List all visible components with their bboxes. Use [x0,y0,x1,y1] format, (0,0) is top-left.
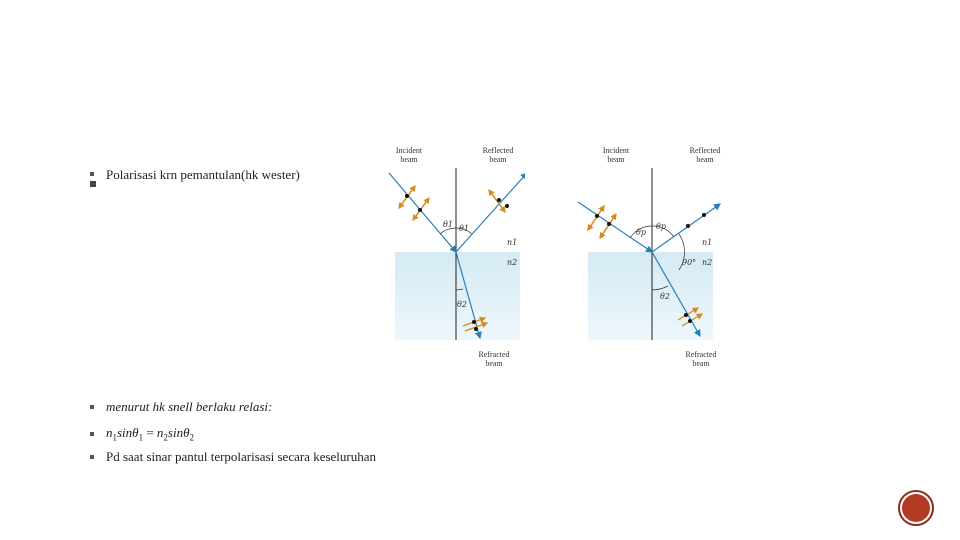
label-angle-90-right: 90° [682,258,697,267]
label-refracted-beam-right: Refracted beam [685,350,717,368]
label-n1-left: n1 [507,238,518,247]
formula-sin2-sub: 2 [189,432,194,443]
label-theta1-prime-left: θ1 [459,224,469,233]
medium-n2-left [395,252,520,340]
page-number-badge-inner [902,494,930,522]
label-reflected-beam-right: Reflected beam [689,146,721,164]
label-incident-beam-right: Incident beam [602,146,630,164]
bullet-marker-square [90,181,96,187]
page-number-badge [898,490,934,526]
bullet-marker [90,172,94,176]
label-n1-right: n1 [702,238,713,247]
incident-beam-right [578,202,652,252]
label-incident-beam-left: Incident beam [395,146,423,164]
diagram-left [385,140,525,370]
bullet-text-polarized-fully: Pd saat sinar pantul terpolarisasi secara keseluruhan [106,449,377,464]
formula-n2-sub: 2 [163,432,168,443]
bullet-marker [90,432,94,436]
formula-n1-sub: 1 [112,432,117,443]
label-theta1-left: θ1 [443,220,453,229]
bullet-marker [90,405,94,409]
bullet-text-snell-relation: menurut hk snell berlaku relasi: [106,399,273,414]
polarization-arrows-reflected-left [489,190,509,212]
diagram-right-svg [578,140,738,370]
label-n2-left: n2 [507,258,518,267]
label-thetap-prime-right: θp [656,222,666,231]
polarization-arrows-incident-right [588,206,616,238]
diagram-right [578,140,738,370]
formula-sin1: sinθ [117,425,139,440]
formula-equals: = [143,425,157,440]
label-theta2-left: θ2 [457,300,467,309]
label-n2-right: n2 [702,258,713,267]
label-theta2-right: θ2 [660,292,670,301]
formula-n1: n [106,425,113,440]
diagram-left-svg [385,140,525,370]
bullet-text-polarization: Polarisasi krn pemantulan(hk wester) [106,167,300,182]
formula-sin1-sub: 1 [138,432,144,443]
label-thetap-left-right: θp [636,228,646,237]
label-refracted-beam-left: Refracted beam [478,350,510,368]
formula-sin2: sinθ [167,425,190,440]
snell-formula [106,425,194,446]
formula-n2: n [156,425,164,440]
label-reflected-beam-left: Reflected beam [482,146,514,164]
bullet-marker [90,455,94,459]
incident-beam-left [389,173,456,252]
